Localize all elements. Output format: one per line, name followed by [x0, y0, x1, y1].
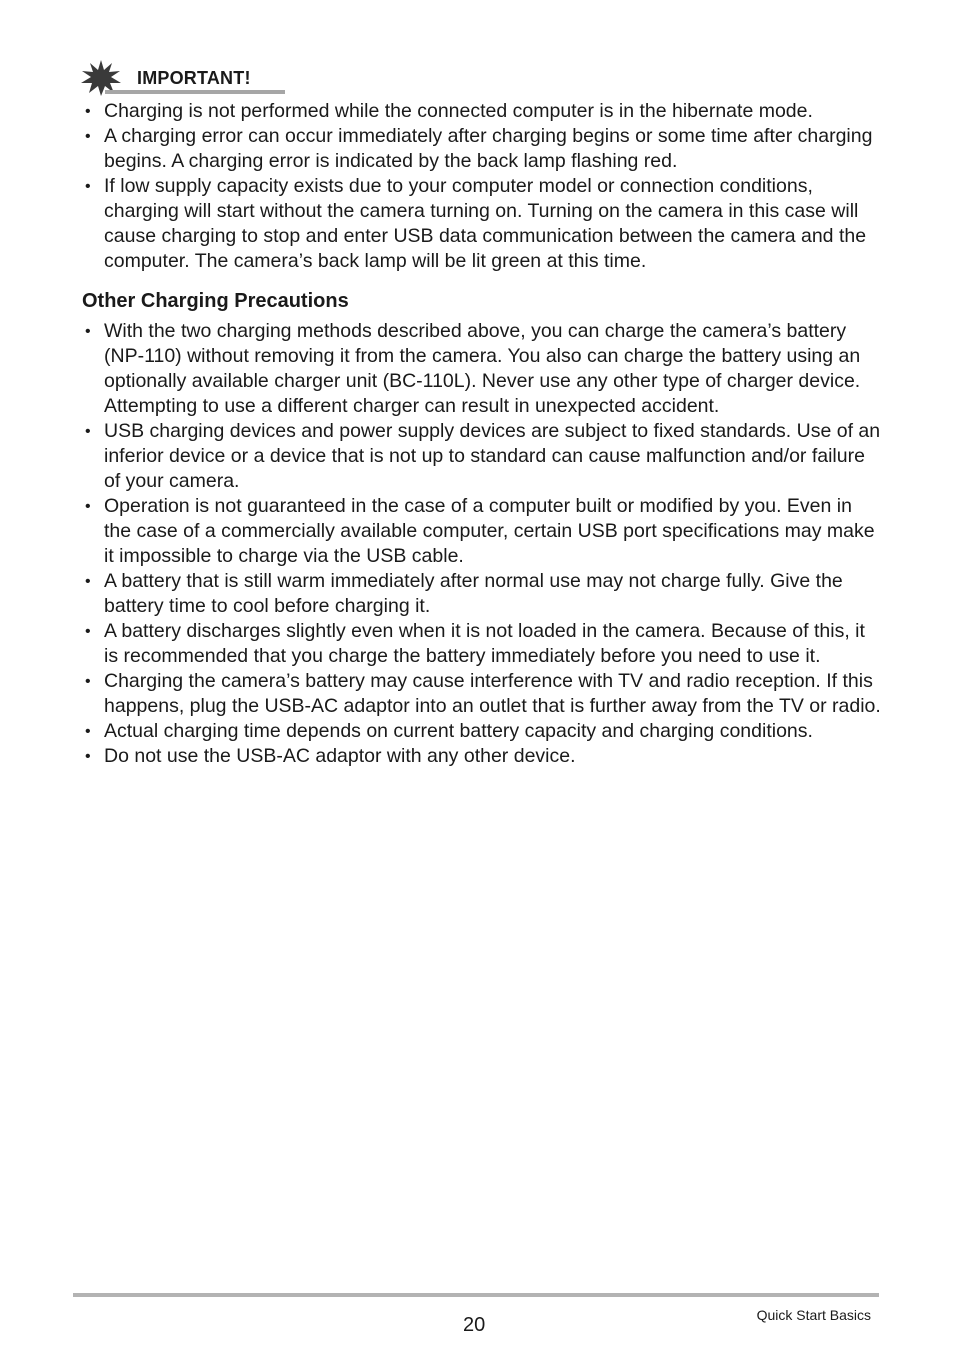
list-item: • Actual charging time depends on current battery capacity and charging conditions. [82, 719, 882, 744]
footer-section-name: Quick Start Basics [756, 1307, 871, 1323]
important-underline [105, 90, 285, 94]
list-item: • With the two charging methods described above, you can charge the camera’s battery (NP-110) without removing it from the camera. You also can charge the battery using an optionally available charger unit (BC-110L). Never use any other type of charger device. Attempting to use a different charger can result in unexpected accident. [82, 319, 882, 419]
list-item: • USB charging devices and power supply devices are subject to fixed standards. Use of an inferior device or a device that is not up to standard can cause malfunction and/or failure of your camera. [82, 419, 882, 494]
important-list [82, 99, 882, 274]
list-item: • If low supply capacity exists due to your computer model or connection conditions, charging will start without the camera turning on. Turning on the camera in this case will cause charging to stop and enter USB data communication between the camera and the computer. The camera’s back lamp will be lit green at this time. [82, 174, 882, 274]
list-item: • A battery discharges slightly even when it is not loaded in the camera. Because of this, it is recommended that you charge the battery immediately before you need to use it. [82, 619, 882, 669]
important-callout [81, 60, 287, 94]
footer-rule [73, 1293, 879, 1297]
list-item: • A battery that is still warm immediately after normal use may not charge fully. Give the battery time to cool before charging it. [82, 569, 882, 619]
list-item: • A charging error can occur immediately after charging begins or some time after charging begins. A charging error is indicated by the back lamp flashing red. [82, 124, 882, 174]
precautions-list [82, 319, 882, 769]
important-label: IMPORTANT! [137, 68, 251, 88]
page-number: 20 [463, 1314, 486, 1336]
list-item: • Operation is not guaranteed in the case of a computer built or modified by you. Even in the case of a commercially available computer, certain USB port specifications may make it impossible to charge via the USB cable. [82, 494, 882, 569]
list-item: • Charging is not performed while the connected computer is in the hibernate mode. [82, 99, 882, 124]
section-heading: Other Charging Precautions [82, 290, 349, 312]
list-item: • Do not use the USB-AC adaptor with any other device. [82, 744, 882, 769]
list-item: • Charging the camera’s battery may cause interference with TV and radio reception. If this happens, plug the USB-AC adaptor into an outlet that is further away from the TV or radio. [82, 669, 882, 719]
